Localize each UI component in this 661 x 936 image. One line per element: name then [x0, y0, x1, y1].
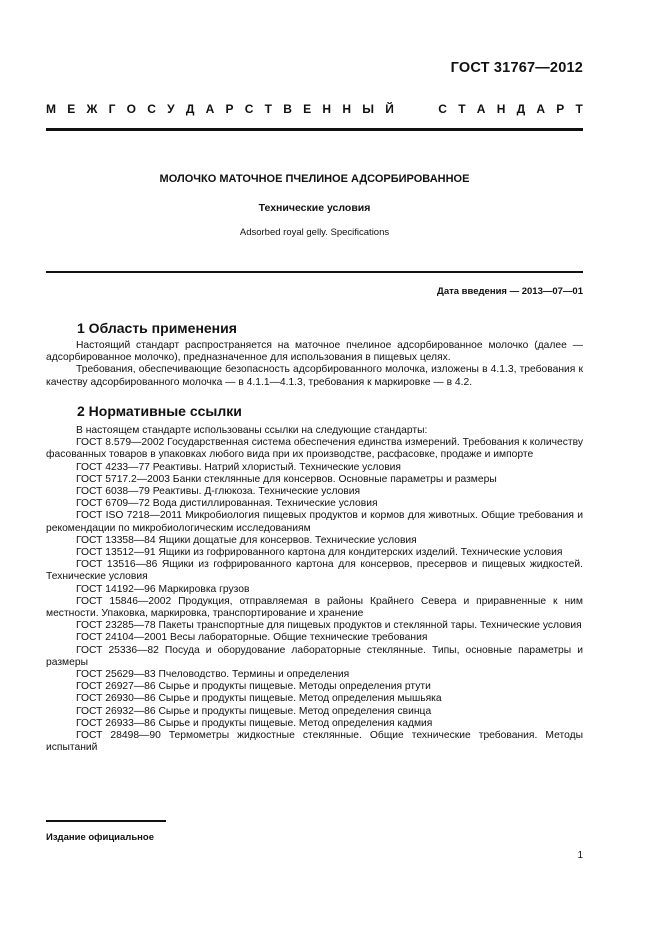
page-number: 1	[577, 850, 583, 861]
heading-letter: Н	[342, 102, 351, 116]
heading-letter: Ж	[86, 102, 98, 116]
title-rule	[46, 271, 583, 273]
section-1-paragraph: Требования, обеспечивающие безопасность адсорбированного молочка, изложены в 4.1.3, требования к качеству адсорбированного молочка — в 4.1.1—4.1.3, требования к маркировке — в 4.2.	[46, 364, 583, 388]
heading-letter: Е	[67, 102, 76, 116]
heading-letter: Й	[385, 102, 394, 116]
section-1-heading: 1 Область применения	[77, 320, 237, 336]
reference-item: ГОСТ ISO 7218—2011 Микробиология пищевых продуктов и кормов для животных. Общие требования и рекомендации по микробиологическим исследованиям	[46, 510, 583, 534]
reference-item: ГОСТ 23285—78 Пакеты транспортные для пищевых продуктов и стеклянной тары. Технические условия	[76, 620, 582, 632]
heading-letter: С	[147, 102, 156, 116]
heading-letter: Р	[556, 102, 565, 116]
normative-references-list	[46, 437, 583, 754]
section-2-body	[46, 425, 583, 754]
reference-item: ГОСТ 28498—90 Термометры жидкостные стеклянные. Общие технические требования. Методы испытаний	[46, 730, 583, 754]
heading-letter: Р	[225, 102, 234, 116]
heading-letter: С	[438, 102, 447, 116]
header-rule	[46, 128, 583, 131]
heading-letter: Т	[264, 102, 273, 116]
reference-item: ГОСТ 6709—72 Вода дистиллированная. Технические условия	[76, 498, 378, 510]
reference-item: ГОСТ 6038—79 Реактивы. Д-глюкоза. Технические условия	[76, 486, 361, 498]
heading-letter: Т	[458, 102, 466, 116]
footer-rule	[46, 820, 166, 822]
reference-item: ГОСТ 8.579—2002 Государственная система обеспечения единства измерений. Требования к количеству фасованных товаров в упаковках любого вида при их производстве, расфасовке, продаже и импорте	[46, 437, 583, 461]
heading-letter: Т	[575, 102, 583, 116]
reference-item: ГОСТ 26933—86 Сырье и продукты пищевые. Метод определения кадмия	[76, 717, 433, 729]
introduction-date: Дата введения — 2013—07—01	[437, 286, 583, 297]
reference-item: ГОСТ 4233—77 Реактивы. Натрий хлористый. Технические условия	[76, 461, 401, 473]
reference-item: ГОСТ 13516—86 Ящики из гофрированного картона для консервов, пресервов и пищевых жидкостей. Технические условия	[46, 559, 583, 583]
interstate-standard-heading	[46, 102, 583, 116]
heading-letter: Е	[303, 102, 312, 116]
heading-letter: А	[205, 102, 215, 116]
heading-letter: В	[283, 102, 292, 116]
reference-item: ГОСТ 26927—86 Сырье и продукты пищевые. Методы определения ртути	[76, 681, 431, 693]
heading-letter: М	[46, 102, 56, 116]
reference-item: ГОСТ 5717.2—2003 Банки стеклянные для консервов. Основные параметры и размеры	[76, 473, 497, 485]
reference-item: ГОСТ 13358—84 Ящики дощатые для консервов. Технические условия	[76, 534, 417, 546]
reference-item: ГОСТ 24104—2001 Весы лабораторные. Общие технические требования	[76, 632, 428, 644]
document-title: МОЛОЧКО МАТОЧНОЕ ПЧЕЛИНОЕ АДСОРБИРОВАННОЕ	[159, 173, 470, 185]
section-2-heading: 2 Нормативные ссылки	[77, 403, 242, 419]
heading-gap	[405, 102, 427, 116]
section-2-intro: В настоящем стандарте использованы ссылки на следующие стандарты:	[76, 425, 428, 436]
document-subtitle: Технические условия	[258, 202, 371, 214]
heading-letter: Г	[108, 102, 116, 116]
reference-item: ГОСТ 25629—83 Пчеловодство. Термины и определения	[76, 669, 350, 681]
reference-item: ГОСТ 15846—2002 Продукция, отправляемая в районы Крайнего Севера и приравненные к ним местности. Упаковка, маркировка, транспортирование и хранение	[46, 595, 583, 620]
heading-letter: А	[476, 102, 486, 116]
heading-letter: Д	[516, 102, 526, 116]
heading-letter: О	[126, 102, 136, 116]
reference-item: ГОСТ 26932—86 Сырье и продукты пищевые. Метод определения свинца	[76, 705, 432, 717]
reference-item: ГОСТ 14192—96 Маркировка грузов	[76, 583, 250, 595]
reference-item: ГОСТ 26930—86 Сырье и продукты пищевые. Метод определения мышьяка	[76, 693, 442, 705]
document-title-english: Adsorbed royal gelly. Specifications	[239, 227, 390, 238]
section-1-body	[46, 340, 583, 389]
heading-letter: Н	[496, 102, 506, 116]
heading-letter: Н	[322, 102, 332, 116]
heading-letter: С	[244, 102, 254, 116]
heading-letter: Д	[185, 102, 195, 116]
reference-item: ГОСТ 25336—82 Посуда и оборудование лабораторные стеклянные. Типы, основные параметры и размеры	[46, 644, 583, 668]
official-edition-label: Издание официальное	[46, 832, 154, 843]
gost-code: ГОСТ 31767—2012	[450, 60, 583, 76]
heading-letter: У	[167, 102, 175, 116]
reference-item: ГОСТ 13512—91 Ящики из гофрированного картона для кондитерских изделий. Технические условия	[76, 547, 563, 559]
heading-letter: А	[536, 102, 546, 116]
section-1-paragraph: Настоящий стандарт распространяется на маточное пчелиное адсорбированное молочко (далее — адсорбированное молочко), предназначенное для использования в пищевых целях.	[46, 340, 583, 364]
heading-letter: Ы	[362, 102, 374, 116]
